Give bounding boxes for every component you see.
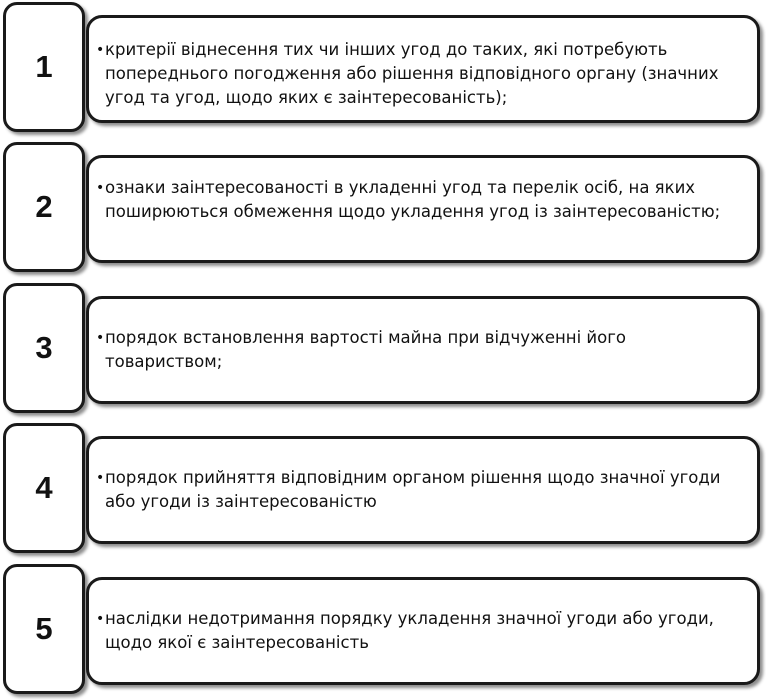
bullet-icon: • bbox=[96, 180, 105, 196]
row-5 bbox=[0, 564, 766, 698]
item-text-4-content: порядок прийняття відповідним органом рішення щодо значної угоди або угоди із заінтересованістю bbox=[105, 468, 721, 511]
number-label-1: 1 bbox=[35, 49, 53, 84]
item-text-5 bbox=[96, 607, 743, 655]
item-text-3-content: порядок встановлення вартості майна при відчуженні його товариством; bbox=[105, 328, 626, 371]
number-label-5: 5 bbox=[35, 611, 53, 646]
text-box-3 bbox=[86, 296, 760, 404]
number-box-2 bbox=[3, 142, 85, 272]
row-2 bbox=[0, 142, 766, 276]
text-box-1 bbox=[86, 15, 760, 123]
item-text-1 bbox=[96, 38, 743, 110]
item-text-4 bbox=[96, 466, 743, 514]
number-box-4 bbox=[3, 423, 85, 553]
row-1 bbox=[0, 2, 766, 136]
bullet-icon: • bbox=[96, 611, 105, 627]
number-label-2: 2 bbox=[35, 189, 53, 224]
number-label-3: 3 bbox=[35, 330, 53, 365]
bullet-icon: • bbox=[96, 470, 105, 486]
item-text-2 bbox=[96, 176, 743, 224]
text-box-2 bbox=[86, 155, 760, 263]
bullet-icon: • bbox=[96, 330, 105, 346]
row-4 bbox=[0, 423, 766, 557]
item-text-3 bbox=[96, 326, 743, 374]
item-text-5-content: наслідки недотримання порядку укладення значної угоди або угоди, щодо якої є заінтересованість bbox=[105, 609, 714, 652]
number-box-3 bbox=[3, 283, 85, 413]
row-3 bbox=[0, 283, 766, 417]
text-box-4 bbox=[86, 436, 760, 544]
bullet-icon: • bbox=[96, 42, 105, 58]
item-text-1-content: критерії віднесення тих чи інших угод до таких, які потребують попереднього погодження або рішення відповідного органу (значних угод та угод, щодо яких є заінтересованість); bbox=[105, 40, 719, 107]
number-box-5 bbox=[3, 564, 85, 694]
number-label-4: 4 bbox=[35, 470, 53, 505]
number-box-1 bbox=[3, 2, 85, 132]
text-box-5 bbox=[86, 577, 760, 685]
item-text-2-content: ознаки заінтересованості в укладенні угод та перелік осіб, на яких поширюються обмеження щодо укладення угод із заінтересованістю; bbox=[105, 178, 721, 221]
